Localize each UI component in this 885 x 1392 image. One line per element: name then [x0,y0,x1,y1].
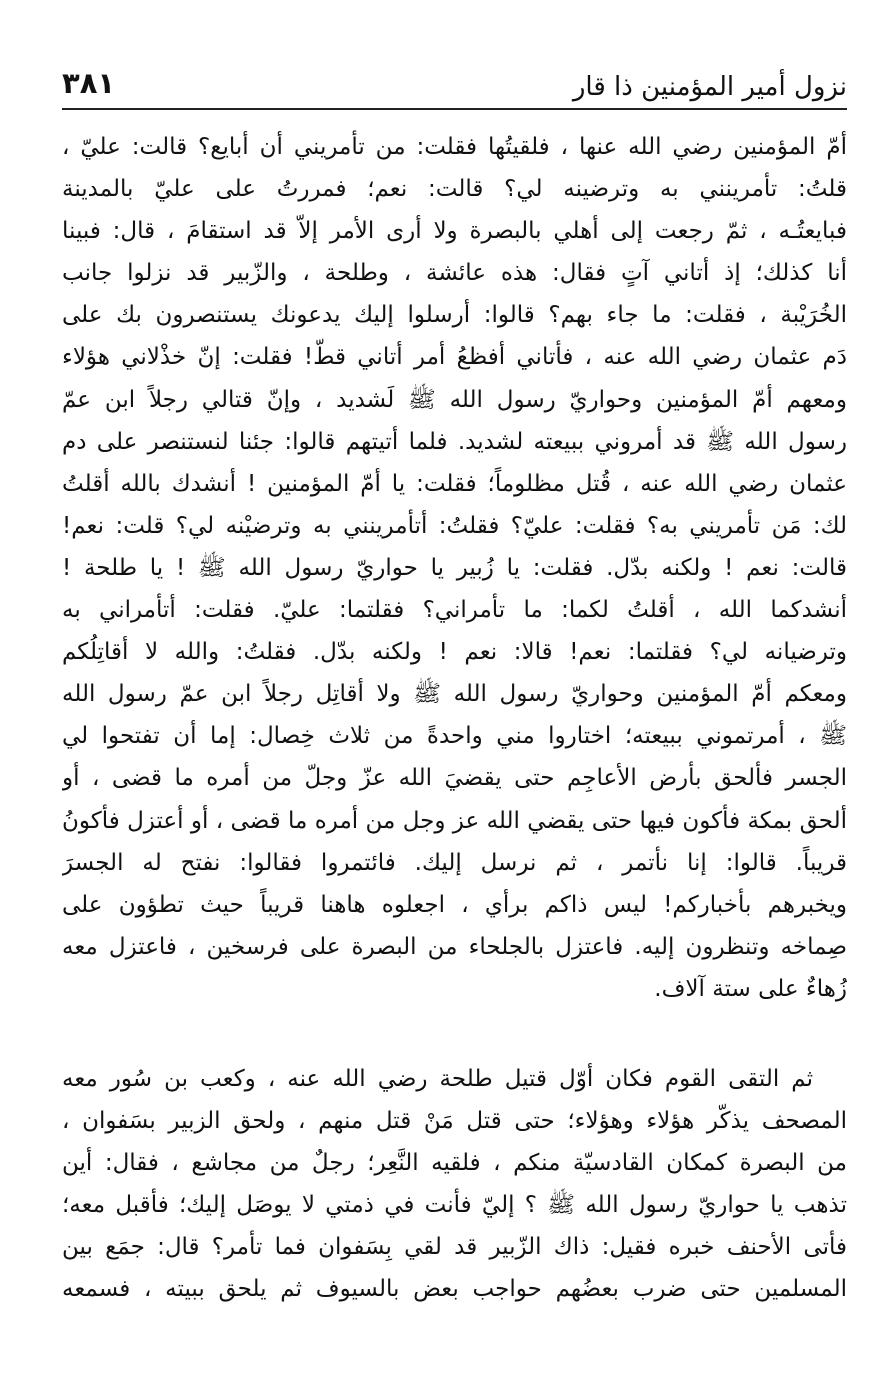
text-line: لك: مَن تأمريني به؟ فقلت: عليّ؟ فقلتُ: أتأمرينني به وترضيْنه لي؟ قلت: نعم! [62,512,847,539]
text-line: رسول الله ﷺ قد أمروني ببيعته لشديد. فلما أتيتهم قالوا: جئنا لنستنصر على دم [62,428,847,455]
text-line: ألحق بمكة فأكون فيها حتى يقضي الله عز وجل من أمره ما قضى ، أو أعتزل فأكونُ [62,807,847,834]
text-line: قلتُ: تأمرينني به وترضينه لي؟ قالت: نعم؛ فمررتُ على عليّ بالمدينة [62,176,847,203]
text-line: قريباً. قالوا: إنا نأتمر ، ثم نرسل إليك. فائتمروا فقالوا: نفتح له الجسرَ [62,849,847,876]
text-line: من البصرة كمكان القادسيّة منكم ، فلقيه النَّعِر؛ رجلٌ من مجاشع ، فقال: أين [62,1150,847,1177]
running-title: نزول أمير المؤمنين ذا قار [572,72,847,102]
text-line: عثمان رضي الله عنه ، قُتل مظلوماً؛ فقلت: يا أمّ المؤمنين ! أنشدك بالله أقلتُ [62,470,847,497]
page-header [62,62,847,106]
text-line: الخُرَيْبة ، فقلت: ما جاء بهم؟ قالوا: أرسلوا إليك يدعونك يستنصرون بك على [62,302,847,329]
text-line: أنا كذلك؛ إذ أتاني آتٍ فقال: هذه عائشة ، وطلحة ، والزّبير قد نزلوا جانب [62,260,847,287]
text-line: الجسر فألحق بأرض الأعاجِم حتى يقضيَ الله عزّ وجلّ من أمره ما قضى ، أو [62,765,847,792]
text-line: وترضيانه لي؟ فقلتما: نعم! قالا: نعم ! ولكنه بدّل. فقلتُ: والله لا أقاتِلُكم [62,639,847,666]
text-line: فأتى الأحنف خبره فقيل: ذاك الزّبير قد لقي بِسَفوان فما تأمر؟ قال: جمَع بين [62,1234,847,1261]
header-divider [62,108,847,110]
text-line: قالت: نعم ! ولكنه بدّل. فقلت: يا زُبير يا حواريّ رسول الله ﷺ ! يا طلحة ! [62,554,847,581]
text-line: أمّ المؤمنين رضي الله عنها ، فلقيتُها فقلت: من تأمريني أن أبايع؟ قالت: عليّ ، [62,134,847,160]
paragraph-spacer [62,1010,847,1058]
text-line: فبايعتُـه ، ثمّ رجعت إلى أهلي بالبصرة ولا أرى الأمر إلاّ قد استقامَ ، قال: فبينا [62,218,847,245]
text-line: ويخبرهم بأخباركم! ليس ذاكم برأي ، اجعلوه هاهنا قريباً حيث تطؤون على [62,891,847,918]
text-line: ﷺ ، أمرتموني ببيعته؛ اختاروا مني واحدةً من ثلاث خِصال: إما أن تفتحوا لي [62,723,847,750]
paragraph-1 [62,126,847,1010]
text-line: ومعكم أمّ المؤمنين وحواريّ رسول الله ﷺ ولا أقاتِل رجلاً ابن عمّ رسول الله [62,681,847,708]
text-line: زُهاءٌ على ستة آلاف. [654,975,847,1002]
paragraph-2 [62,1058,847,1311]
text-line: المسلمين حتى ضرب بعضُهم حواجب بعض بالسيوف ثم يلحق ببيته ، فسمعه [62,1276,847,1303]
text-line: ومعهم أمّ المؤمنين وحواريّ رسول الله ﷺ لَشديد ، وإنّ قتالي رجلاً ابن عمّ [62,386,847,413]
page-number: ٣٨١ [62,66,116,100]
text-line: المصحف يذكّر هؤلاء وهؤلاء؛ حتى قتل مَنْ قتل منهم ، ولحق الزبير بسَفوان ، [62,1108,847,1135]
text-line: أنشدكما الله ، أقلتُ لكما: ما تأمراني؟ فقلتما: عليّ. فقلت: أتأمراني به [62,597,847,624]
text-line: ثم التقى القوم فكان أوّل قتيل طلحة رضي الله عنه ، وكعب بن سُور معه [62,1065,813,1092]
text-line: صِماخه وتنظرون إليه. فاعتزل بالجلحاء من البصرة على فرسخين ، فاعتزل معه [62,933,847,960]
body-text [62,126,847,1311]
text-line: تذهب يا حواريّ رسول الله ﷺ ؟ إليّ فأنت في ذمتي لا يوصَل إليك؛ فأقبل معه؛ [62,1192,847,1219]
text-line: دَم عثمان رضي الله عنه ، فأتاني أفظعُ أمر أتاني قطّ! فقلت: إنّ خذْلاني هؤلاء [62,344,847,371]
